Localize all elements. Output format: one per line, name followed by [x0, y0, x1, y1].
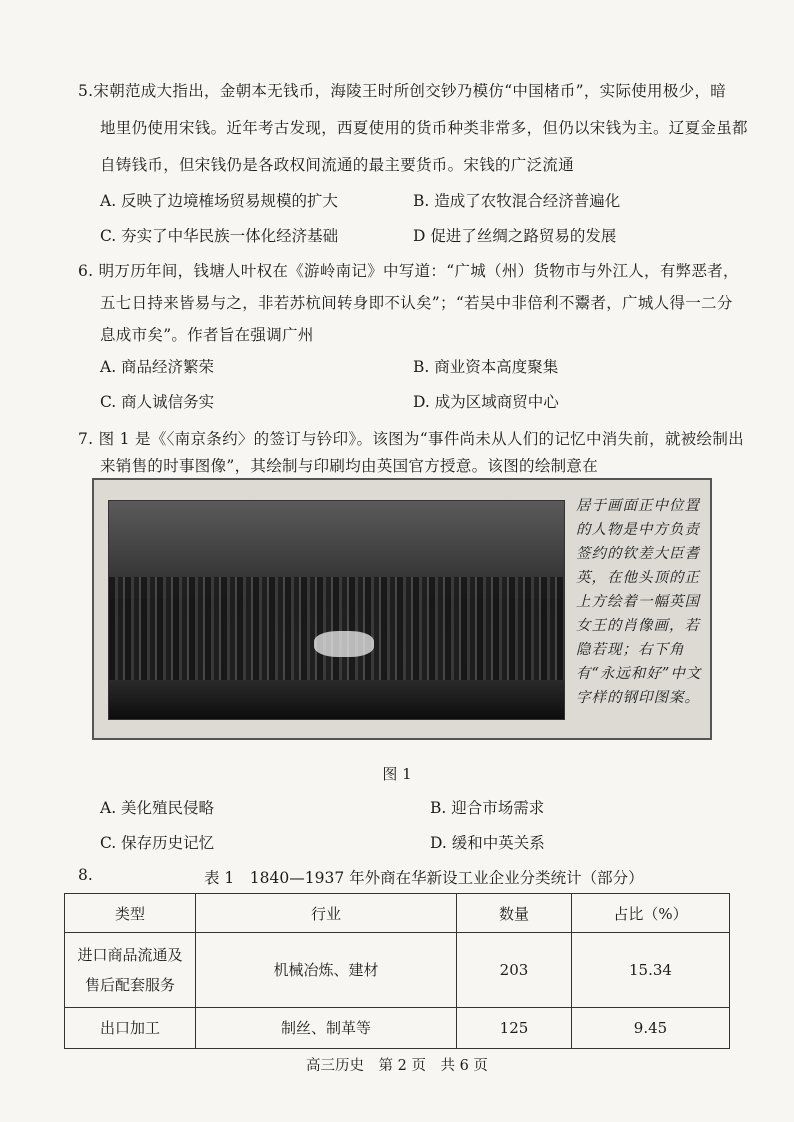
cell-type-line-1: 进口商品流通及 [77, 946, 183, 964]
q5-option-a: A. 反映了边境榷场贸易规模的扩大 [100, 192, 339, 210]
q7-option-b: B. 迎合市场需求 [430, 799, 545, 817]
cell-share: 15.34 [572, 933, 730, 1008]
q5-option-d: D 促进了丝绸之路贸易的发展 [413, 227, 617, 245]
table-header-row [65, 894, 730, 933]
q5-line-2: 地里仍使用宋钱。近年考古发现，西夏使用的货币种类非常多，但仍以宋钱为主。辽夏金虽都 [100, 119, 748, 137]
treaty-signing-image [108, 500, 565, 720]
cell-type [65, 933, 196, 1008]
cell-type-line-2: 售后配套服务 [84, 976, 175, 994]
cell-type: 出口加工 [65, 1008, 196, 1049]
header-share: 占比（%） [572, 894, 730, 933]
figure-caption: 图 1 [382, 765, 412, 783]
cell-count: 125 [457, 1008, 572, 1049]
header-count: 数量 [457, 894, 572, 933]
cell-industry: 制丝、制革等 [196, 1008, 457, 1049]
q8-number: 8. [78, 866, 93, 884]
q5-option-b: B. 造成了农牧混合经济普遍化 [413, 192, 621, 210]
q6-line-3: 息成市矣”。作者旨在强调广州 [100, 326, 314, 344]
q7-option-c: C. 保存历史记忆 [100, 834, 215, 852]
cell-count: 203 [457, 933, 572, 1008]
table-row [65, 933, 730, 1008]
q5-line-3: 自铸钱币，但宋钱仍是各政权间流通的最主要货币。宋钱的广泛流通 [100, 156, 575, 174]
page-footer: 高三历史 第 2 页 共 6 页 [306, 1058, 488, 1074]
q5-line-1: 5.宋朝范成大指出，金朝本无钱币，海陵王时所创交钞乃模仿“中国楮币”，实际使用极少，暗 [78, 82, 727, 100]
figure-annotation: 居于画面正中位置的人物是中方负责签约的钦差大臣耆英，在他头顶的正上方绘着一幅英国女王的肖像画，若隐若现；右下角有“永远和好”中文字样的钢印图案。 [576, 498, 702, 706]
table-row [65, 1008, 730, 1049]
q6-option-a: A. 商品经济繁荣 [100, 358, 215, 376]
q6-option-c: C. 商人诚信务实 [100, 393, 215, 411]
q6-option-b: B. 商业资本高度聚集 [413, 358, 559, 376]
q7-option-d: D. 缓和中英关系 [430, 834, 545, 852]
header-industry: 行业 [196, 894, 457, 933]
q7-line-2: 来销售的时事图像”，其绘制与印刷均由英国官方授意。该图的绘制意在 [100, 457, 599, 475]
q6-line-1: 6. 明万历年间，钱塘人叶权在《游岭南记》中写道：“广城（州）货物市与外江人，有弊恶者， [78, 262, 739, 280]
q6-option-d: D. 成为区域商贸中心 [413, 393, 559, 411]
q7-option-a: A. 美化殖民侵略 [100, 799, 215, 817]
q7-line-1: 7. 图 1 是《〈南京条约〉的签订与钤印》。该图为“事件尚未从人们的记忆中消失前，就被绘制出 [78, 430, 744, 448]
cell-share: 9.45 [572, 1008, 730, 1049]
figure-1 [92, 478, 712, 740]
q5-option-c: C. 夯实了中华民族一体化经济基础 [100, 227, 339, 245]
table-title: 表 1 1840—1937 年外商在华新设工业企业分类统计（部分） [204, 869, 644, 887]
statistics-table [64, 893, 730, 1049]
cell-industry: 机械冶炼、建材 [196, 933, 457, 1008]
signing-table [314, 631, 374, 657]
q6-line-2: 五七日持来皆易与之，非若苏杭间转身即不认矣”；“若吴中非倍利不鬻者，广城人得一二分 [100, 294, 733, 312]
header-type: 类型 [65, 894, 196, 933]
